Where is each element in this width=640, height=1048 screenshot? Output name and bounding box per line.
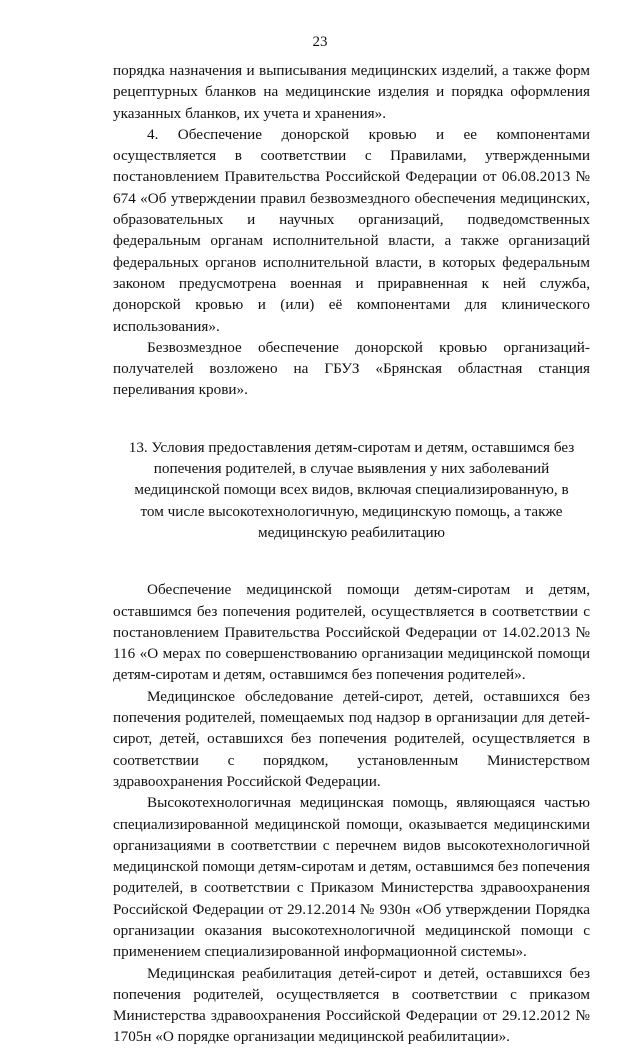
paragraph-rehabilitation: Медицинская реабилитация детей-сирот и детей, оставшихся без попечения родителей, осуществляется в соответствии с приказом Министерства здравоохранения Российской Федерации от 29.12.2012 № 1705н «О порядке организации медицинской реабилитации». xyxy=(113,964,590,1046)
document-body xyxy=(113,60,590,1048)
page-number: 23 xyxy=(312,34,328,50)
paragraph-free-provision: Безвозмездное обеспечение донорской кровью организаций-получателей возложено на ГБУЗ «Брянская областная станция переливания крови». xyxy=(113,338,590,399)
paragraph-donor-blood: 4. Обеспечение донорской кровью и ее компонентами осуществляется в соответствии с Правилами, утвержденными постановлением Правительства Российской Федерации от 06.08.2013 № 674 «Об утверждении правил безвозмездного обеспечения медицинских, образовательных и научных организаций, подведомственных федеральным органам исполнительной власти, а также организаций федеральных органов исполнительной власти, в которых федеральным законом предусмотрена военная и приравненная к ней служба, донорской кровью и (или) её компонентами для клинического использования». xyxy=(113,125,590,335)
paragraph-orphans-care: Обеспечение медицинской помощи детям-сиротам и детям, оставшимся без попечения родителей, осуществляется в соответствии с постановлением Правительства Российской Федерации от 14.02.2013 № 116 «О мерах по совершенствованию организации медицинской помощи детям-сиротам и детям, оставшимся без попечения родителей». xyxy=(113,581,590,684)
paragraph-continuation: порядка назначения и выписывания медицинских изделий, а также форм рецептурных бланков на медицинские изделия и порядка оформления указанных бланков, их учета и хранения». xyxy=(113,62,590,122)
section-heading: 13. Условия предоставления детям-сиротам и детям, оставшимся без попечения родителей, в случае выявления у них заболеваний медицинской помощи всех видов, включая специализированную, в том числе высокотехнологичную, медицинскую помощь, а также медицинскую реабилитацию xyxy=(128,438,575,541)
paragraph-high-tech-care: Высокотехнологичная медицинская помощь, являющаяся частью специализированной медицинской помощи, оказывается медицинскими организациями в соответствии с перечнем видов высокотехнологичной медицинской помощи детям-сиротам и детям, оставшимся без попечения родителей, в соответствии с Приказом Министерства здравоохранения Российской Федерации от 29.12.2014 № 930н «Об утверждении Порядка организации оказания высокотехнологичной медицинской помощи с применением специализированной информационной системы». xyxy=(113,794,590,961)
paragraph-medical-examination: Медицинское обследование детей-сирот, детей, оставшихся без попечения родителей, помещаемых под надзор в организации для детей-сирот, детей, оставшихся без попечения родителей, осуществляется в соответствии с порядком, установленным Министерством здравоохранения Российской Федерации. xyxy=(113,687,590,790)
